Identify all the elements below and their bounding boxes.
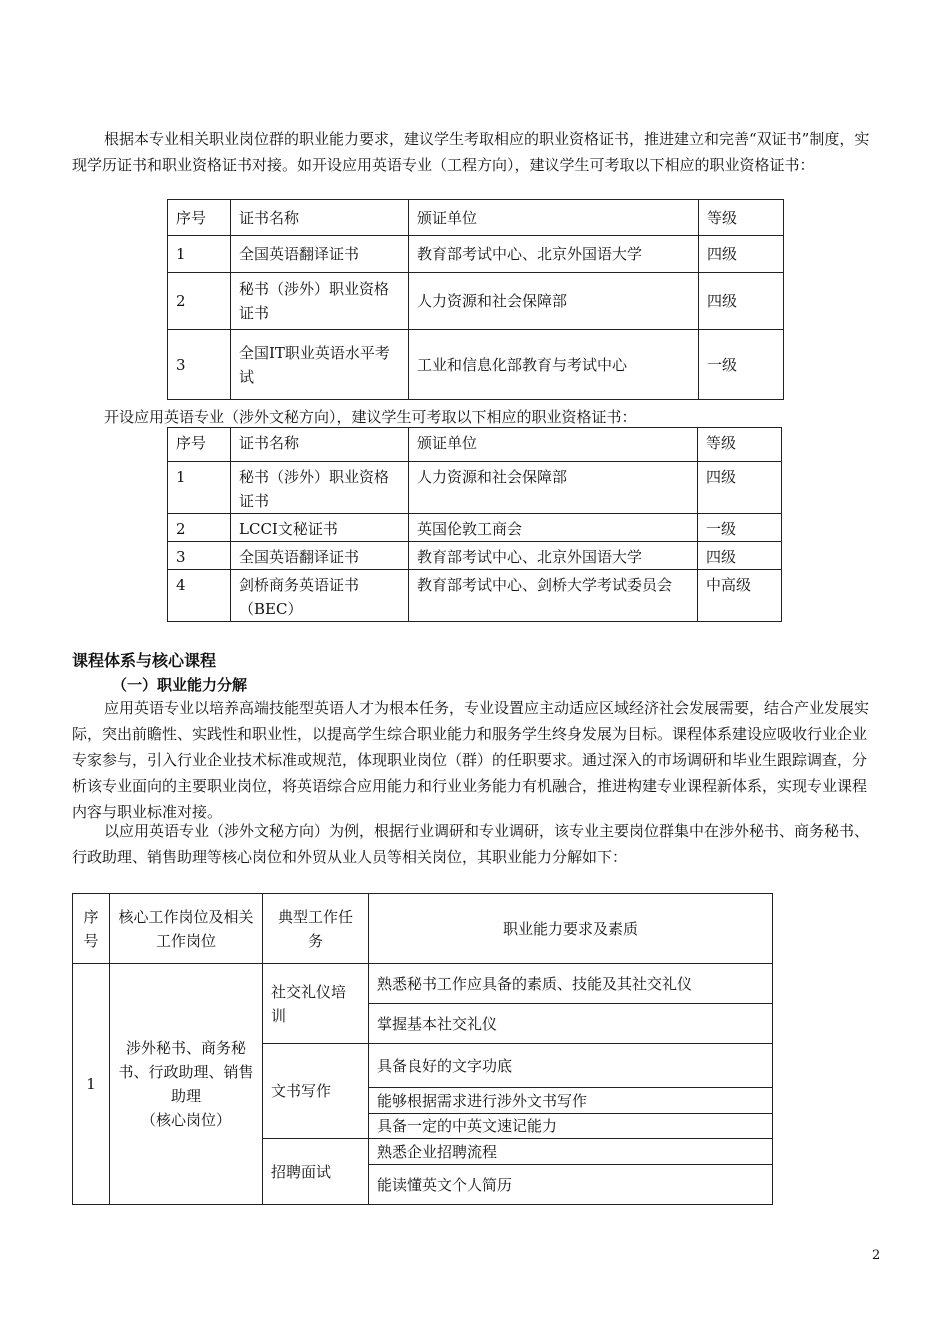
table-cell: 工业和信息化部教育与考试中心 xyxy=(409,330,699,400)
ability-cell: 熟悉秘书工作应具备的素质、技能及其社交礼仪 xyxy=(369,964,773,1004)
header-cell: 等级 xyxy=(698,428,782,462)
table-cell: 中高级 xyxy=(698,570,782,622)
table-row xyxy=(168,236,784,273)
table-cell: 英国伦敦工商会 xyxy=(409,514,698,542)
header-cell: 颁证单位 xyxy=(409,428,698,462)
table-row xyxy=(168,514,782,542)
table-cell: 教育部考试中心、剑桥大学考试委员会 xyxy=(409,570,698,622)
table-cell: 四级 xyxy=(699,236,784,273)
table-cell: 一级 xyxy=(699,330,784,400)
ability-breakdown-table xyxy=(72,893,773,1205)
table-cell: 全国IT职业英语水平考试 xyxy=(231,330,409,400)
table-cell: 四级 xyxy=(698,462,782,514)
table-cell: 教育部考试中心、北京外国语大学 xyxy=(409,236,699,273)
ability-cell: 具备一定的中英文速记能力 xyxy=(369,1114,773,1139)
header-cell: 序号 xyxy=(168,428,231,462)
page-number: 2 xyxy=(872,1248,881,1263)
table-cell: 四级 xyxy=(699,273,784,330)
table-cell: 四级 xyxy=(698,542,782,570)
table-cell: 人力资源和社会保障部 xyxy=(409,462,698,514)
table-cell: 1 xyxy=(168,236,231,273)
table-cell: 3 xyxy=(168,330,231,400)
ability-cell: 掌握基本社交礼仪 xyxy=(369,1004,773,1044)
table-cell: 剑桥商务英语证书（BEC） xyxy=(231,570,409,622)
table-cell: LCCI文秘证书 xyxy=(231,514,409,542)
table-row xyxy=(168,330,784,400)
task-cell: 招聘面试 xyxy=(263,1139,369,1205)
table-cell: 秘书（涉外）职业资格证书 xyxy=(231,462,409,514)
subsection-heading: （一）职业能力分解 xyxy=(112,676,248,694)
table-cell: 秘书（涉外）职业资格证书 xyxy=(231,273,409,330)
table-cell: 3 xyxy=(168,542,231,570)
task-cell: 文书写作 xyxy=(263,1044,369,1139)
position-type: （核心岗位） xyxy=(140,1111,231,1129)
table-row xyxy=(168,462,782,514)
table-cell: 教育部考试中心、北京外国语大学 xyxy=(409,542,698,570)
table-cell: 2 xyxy=(168,273,231,330)
table-row xyxy=(168,542,782,570)
position-names: 涉外秘书、商务秘书、行政助理、销售助理 xyxy=(118,1039,254,1105)
ability-cell: 熟悉企业招聘流程 xyxy=(369,1139,773,1165)
header-cell: 核心工作岗位及相关工作岗位 xyxy=(110,894,263,964)
table-cell: 一级 xyxy=(698,514,782,542)
table-header-row xyxy=(168,428,782,462)
table-cell: 2 xyxy=(168,514,231,542)
section-heading: 课程体系与核心课程 xyxy=(72,651,217,670)
task-cell: 社交礼仪培训 xyxy=(263,964,369,1044)
table-cell: 1 xyxy=(168,462,231,514)
header-cell: 颁证单位 xyxy=(409,200,699,236)
header-cell: 证书名称 xyxy=(231,428,409,462)
intro-paragraph: 根据本专业相关职业岗位群的职业能力要求，建议学生考取相应的职业资格证书，推进建立和完善“双证书”制度，实现学历证书和职业资格证书对接。如开设应用英语专业（工程方向），建议学生可考取以下相应的职业资格证书： xyxy=(72,130,870,174)
position-cell xyxy=(110,964,263,1205)
header-cell: 证书名称 xyxy=(231,200,409,236)
body-paragraph-2: 以应用英语专业（涉外文秘方向）为例，根据行业调研和专业调研，该专业主要岗位群集中在涉外秘书、商务秘书、行政助理、销售助理等核心岗位和外贸从业人员等相关岗位，其职业能力分解如下： xyxy=(72,822,870,866)
secretary-paragraph: 开设应用英语专业（涉外文秘方向），建议学生可考取以下相应的职业资格证书： xyxy=(104,408,637,426)
certificate-table-engineering xyxy=(167,199,784,400)
row-number: 1 xyxy=(73,964,110,1205)
table-cell: 全国英语翻译证书 xyxy=(231,236,409,273)
table-row xyxy=(168,570,782,622)
header-cell: 职业能力要求及素质 xyxy=(369,894,773,964)
table-header-row xyxy=(168,200,784,236)
ability-cell: 能读懂英文个人简历 xyxy=(369,1165,773,1205)
certificate-table-secretary xyxy=(167,427,782,622)
table-cell: 全国英语翻译证书 xyxy=(231,542,409,570)
header-cell: 典型工作任务 xyxy=(263,894,369,964)
header-cell: 等级 xyxy=(699,200,784,236)
header-cell: 序号 xyxy=(73,894,110,964)
table-cell: 人力资源和社会保障部 xyxy=(409,273,699,330)
ability-cell: 能够根据需求进行涉外文书写作 xyxy=(369,1088,773,1114)
table-header-row xyxy=(73,894,773,964)
table-row xyxy=(168,273,784,330)
ability-cell: 具备良好的文字功底 xyxy=(369,1044,773,1088)
table-row xyxy=(73,964,773,1004)
header-cell: 序号 xyxy=(168,200,231,236)
table-cell: 4 xyxy=(168,570,231,622)
body-paragraph-1: 应用英语专业以培养高端技能型英语人才为根本任务，专业设置应主动适应区域经济社会发展需要，结合产业发展实际，突出前瞻性、实践性和职业性，以提高学生综合职业能力和服务学生终身发展为目标。课程体系建设应吸收行业企业专家参与，引入行业企业技术标准或规范，体现职业岗位（群）的任职要求。通过深入的市场调研和毕业生跟踪调查，分析该专业面向的主要职业岗位，将英语综合应用能力和行业业务能力有机融合，推进构建专业课程新体系，实现专业课程内容与职业标准对接。 xyxy=(72,699,870,821)
